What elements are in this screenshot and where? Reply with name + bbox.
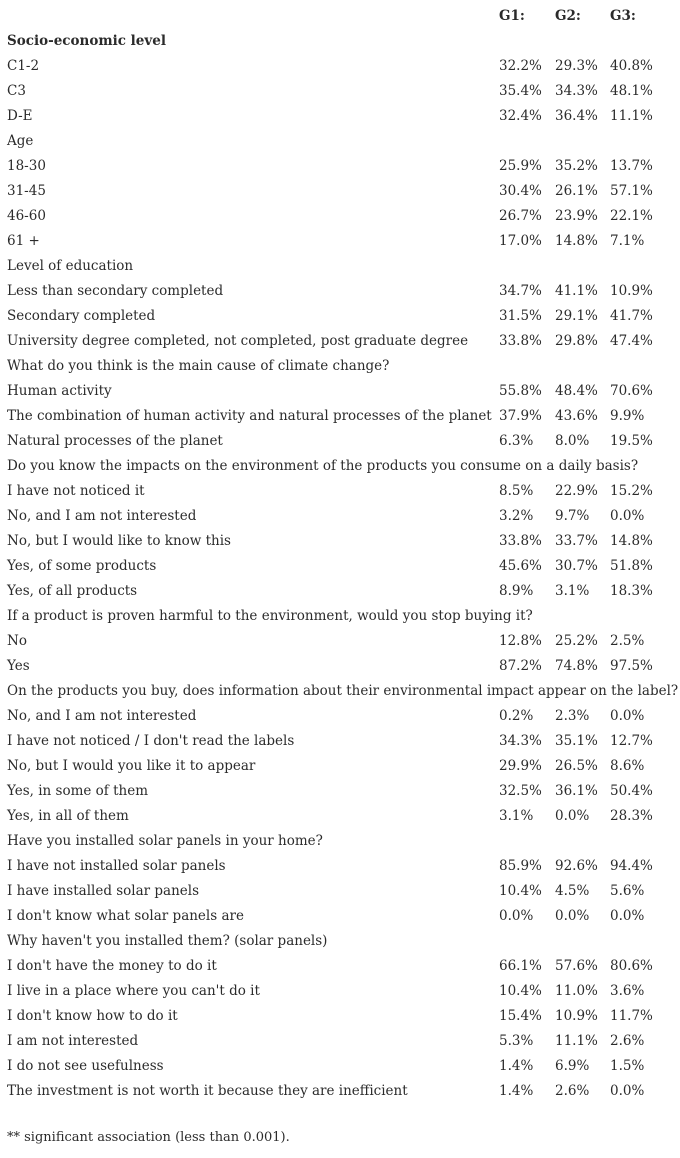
cell-g1: 31.5% [499,308,542,324]
table-row [7,879,673,904]
table-row [7,229,673,254]
cell-g1: 45.6% [499,558,542,574]
row-label: I have not noticed / I don't read the labels [7,733,295,749]
cell-g3: 11.1% [610,108,653,124]
cell-g3: 22.1% [610,208,653,224]
table-row [7,504,673,529]
section-heading: Age [7,133,34,149]
cell-g2: 35.1% [555,733,598,749]
cell-g1: 1.4% [499,1058,534,1074]
cell-g2: 10.9% [555,1008,598,1024]
cell-g1: 32.2% [499,58,542,74]
table-row [7,579,673,604]
row-label: C3 [7,83,26,99]
row-label: 18-30 [7,158,46,174]
section-heading-row [7,929,673,954]
cell-g1: 15.4% [499,1008,542,1024]
cell-g2: 22.9% [555,483,598,499]
table-row [7,379,673,404]
cell-g2: 92.6% [555,858,598,874]
cell-g2: 57.6% [555,958,598,974]
table-row [7,329,673,354]
cell-g1: 1.4% [499,1083,534,1099]
cell-g3: 28.3% [610,808,653,824]
row-label: I do not see usefulness [7,1058,164,1074]
cell-g1: 0.2% [499,708,534,724]
row-label: I am not interested [7,1033,139,1049]
row-label: 61 + [7,233,40,249]
row-label: Secondary completed [7,308,156,324]
cell-g2: 11.0% [555,983,598,999]
cell-g2: 74.8% [555,658,598,674]
table-row [7,529,673,554]
row-label: Human activity [7,383,112,399]
table-row [7,954,673,979]
cell-g2: 26.5% [555,758,598,774]
row-label: The combination of human activity and natural processes of the planet [7,408,492,424]
cell-g1: 34.7% [499,283,542,299]
cell-g3: 70.6% [610,383,653,399]
row-label: C1-2 [7,58,40,74]
table-row [7,629,673,654]
cell-g1: 33.8% [499,333,542,349]
cell-g2: 29.8% [555,333,598,349]
cell-g1: 6.3% [499,433,534,449]
row-label: No, and I am not interested [7,508,197,524]
cell-g3: 0.0% [610,908,645,924]
row-label: Yes, in some of them [7,783,149,799]
cell-g1: 12.8% [499,633,542,649]
cell-g2: 36.1% [555,783,598,799]
cell-g3: 3.6% [610,983,645,999]
cell-g2: 3.1% [555,583,590,599]
column-header-g1: G1: [499,8,525,24]
cell-g3: 80.6% [610,958,653,974]
row-label: Yes, in all of them [7,808,129,824]
table-row [7,704,673,729]
cell-g2: 2.6% [555,1083,590,1099]
cell-g1: 30.4% [499,183,542,199]
row-label: 46-60 [7,208,46,224]
row-label: I have installed solar panels [7,883,200,899]
cell-g1: 35.4% [499,83,542,99]
table-row [7,754,673,779]
cell-g3: 13.7% [610,158,653,174]
cell-g2: 25.2% [555,633,598,649]
cell-g2: 43.6% [555,408,598,424]
cell-g3: 2.6% [610,1033,645,1049]
table-row [7,404,673,429]
cell-g2: 30.7% [555,558,598,574]
row-label: I live in a place where you can't do it [7,983,260,999]
cell-g3: 14.8% [610,533,653,549]
cell-g2: 0.0% [555,908,590,924]
section-heading-row [7,604,673,629]
row-label: I don't know what solar panels are [7,908,244,924]
cell-g1: 25.9% [499,158,542,174]
table-row [7,1029,673,1054]
cell-g3: 97.5% [610,658,653,674]
cell-g1: 32.4% [499,108,542,124]
cell-g1: 0.0% [499,908,534,924]
row-label: No [7,633,27,649]
table-row [7,1054,673,1079]
row-label: I don't have the money to do it [7,958,217,974]
cell-g3: 7.1% [610,233,645,249]
column-header-g2: G2: [555,8,581,24]
row-label: 31-45 [7,183,46,199]
cell-g2: 29.3% [555,58,598,74]
table-row [7,79,673,104]
section-heading: If a product is proven harmful to the environment, would you stop buying it? [7,608,533,624]
table-row [7,729,673,754]
cell-g2: 8.0% [555,433,590,449]
section-heading-row [7,829,673,854]
section-heading: On the products you buy, does information about their environmental impact appear on the label? [7,683,679,699]
table-row [7,654,673,679]
cell-g2: 34.3% [555,83,598,99]
cell-g1: 26.7% [499,208,542,224]
cell-g2: 0.0% [555,808,590,824]
cell-g3: 19.5% [610,433,653,449]
cell-g2: 14.8% [555,233,598,249]
table-body [7,29,679,1104]
cell-g1: 10.4% [499,983,542,999]
table-row [7,179,673,204]
cell-g3: 47.4% [610,333,653,349]
cell-g3: 8.6% [610,758,645,774]
cell-g3: 5.6% [610,883,645,899]
survey-table [7,4,679,1104]
table-row [7,1004,673,1029]
cell-g2: 4.5% [555,883,590,899]
cell-g1: 37.9% [499,408,542,424]
section-heading: What do you think is the main cause of climate change? [7,358,390,374]
section-heading: Why haven't you installed them? (solar panels) [7,933,328,949]
section-heading: Level of education [7,258,134,274]
table-row [7,204,673,229]
section-heading: Have you installed solar panels in your home? [7,833,323,849]
section-heading-row [7,354,673,379]
cell-g3: 18.3% [610,583,653,599]
row-label: No, but I would like to know this [7,533,231,549]
cell-g3: 2.5% [610,633,645,649]
row-label: Yes, of all products [7,583,138,599]
cell-g3: 9.9% [610,408,645,424]
cell-g1: 55.8% [499,383,542,399]
cell-g2: 33.7% [555,533,598,549]
cell-g2: 35.2% [555,158,598,174]
table-row [7,104,673,129]
cell-g1: 8.9% [499,583,534,599]
row-label: No, and I am not interested [7,708,197,724]
row-label: Less than secondary completed [7,283,224,299]
cell-g1: 34.3% [499,733,542,749]
section-heading-row [7,254,673,279]
table-row [7,279,673,304]
table-row [7,554,673,579]
cell-g2: 26.1% [555,183,598,199]
row-label: I have not noticed it [7,483,145,499]
cell-g2: 11.1% [555,1033,598,1049]
cell-g2: 36.4% [555,108,598,124]
cell-g3: 57.1% [610,183,653,199]
cell-g1: 3.1% [499,808,534,824]
row-label: No, but I would you like it to appear [7,758,256,774]
row-label: Yes [7,658,30,674]
cell-g3: 48.1% [610,83,653,99]
table-row [7,804,673,829]
section-heading: Socio-economic level [7,33,166,49]
table-row [7,904,673,929]
cell-g1: 17.0% [499,233,542,249]
row-label: The investment is not worth it because they are inefficient [7,1083,408,1099]
table-row [7,304,673,329]
cell-g1: 3.2% [499,508,534,524]
cell-g1: 85.9% [499,858,542,874]
section-heading: Do you know the impacts on the environment of the products you consume on a daily basis? [7,458,639,474]
row-label: Yes, of some products [7,558,157,574]
cell-g3: 10.9% [610,283,653,299]
cell-g2: 41.1% [555,283,598,299]
cell-g3: 0.0% [610,708,645,724]
table-row [7,479,673,504]
cell-g1: 10.4% [499,883,542,899]
cell-g3: 0.0% [610,1083,645,1099]
cell-g3: 94.4% [610,858,653,874]
cell-g3: 40.8% [610,58,653,74]
row-label: University degree completed, not completed, post graduate degree [7,333,469,349]
cell-g2: 48.4% [555,383,598,399]
table-header-row [7,4,673,29]
footnote: ** significant association (less than 0.001). [7,1130,290,1145]
table-row [7,1079,673,1104]
section-heading-row [7,129,673,154]
cell-g3: 12.7% [610,733,653,749]
row-label: I have not installed solar panels [7,858,226,874]
row-label: Natural processes of the planet [7,433,223,449]
cell-g3: 50.4% [610,783,653,799]
cell-g2: 6.9% [555,1058,590,1074]
cell-g3: 51.8% [610,558,653,574]
cell-g3: 15.2% [610,483,653,499]
cell-g2: 29.1% [555,308,598,324]
cell-g1: 32.5% [499,783,542,799]
cell-g3: 1.5% [610,1058,645,1074]
table-row [7,54,673,79]
section-heading-row [7,679,679,704]
table-row [7,979,673,1004]
cell-g1: 33.8% [499,533,542,549]
cell-g1: 87.2% [499,658,542,674]
section-heading-row [7,454,673,479]
row-label: D-E [7,108,33,124]
cell-g2: 23.9% [555,208,598,224]
cell-g3: 0.0% [610,508,645,524]
cell-g1: 5.3% [499,1033,534,1049]
table-row [7,854,673,879]
table-row [7,429,673,454]
cell-g1: 29.9% [499,758,542,774]
cell-g3: 41.7% [610,308,653,324]
cell-g1: 8.5% [499,483,534,499]
cell-g3: 11.7% [610,1008,653,1024]
table-row [7,154,673,179]
row-label: I don't know how to do it [7,1008,178,1024]
cell-g2: 9.7% [555,508,590,524]
cell-g2: 2.3% [555,708,590,724]
column-header-g3: G3: [610,8,636,24]
section-heading-row [7,29,673,54]
table-row [7,779,673,804]
cell-g1: 66.1% [499,958,542,974]
